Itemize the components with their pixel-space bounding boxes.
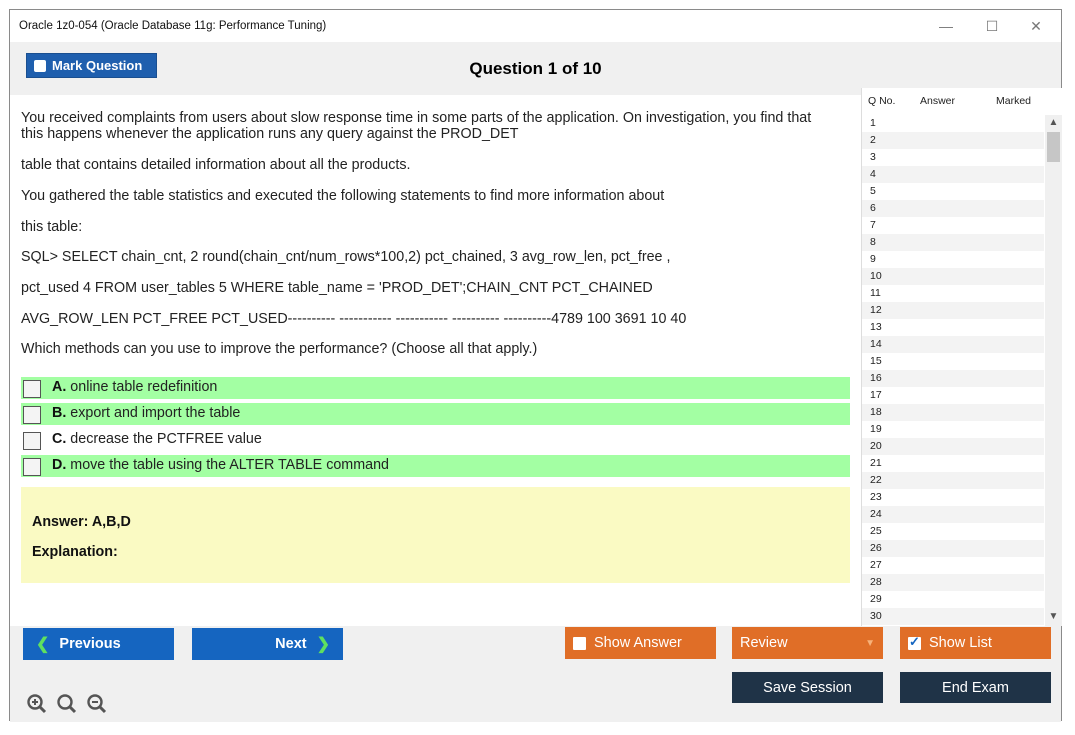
next-button[interactable] [192,628,343,660]
save-session-label: Save Session [763,679,852,696]
question-paragraph: You gathered the table statistics and executed the following statements to find more information about [21,188,665,204]
question-list-row[interactable] [862,217,1044,234]
option-checkbox[interactable] [23,432,41,450]
question-paragraph: this happens whenever the application runs any query against the PROD_DET [21,126,519,142]
question-number: 5 [870,185,876,197]
option-text: decrease the PCTFREE value [70,431,262,447]
question-number: 23 [870,491,882,503]
close-icon[interactable]: ✕ [1030,18,1042,34]
question-list-row[interactable] [862,302,1044,319]
answer-box [21,487,850,583]
zoom-in-icon[interactable] [26,693,48,715]
minimize-icon[interactable]: — [939,18,953,34]
question-list-row[interactable] [862,370,1044,387]
question-number: 19 [870,423,882,435]
question-number: 17 [870,389,882,401]
question-paragraph: Which methods can you use to improve the performance? (Choose all that apply.) [21,341,538,357]
footer-toolbar [10,626,1061,722]
maximize-icon[interactable]: ☐ [985,18,999,34]
window-title: Oracle 1z0-054 (Oracle Database 11g: Performance Tuning) [19,20,327,32]
next-label: Next [275,636,307,652]
question-number: 13 [870,321,882,333]
question-number: 8 [870,236,876,248]
marked-column-header: Marked [996,95,1032,107]
previous-label: Previous [59,636,121,652]
question-list-row[interactable] [862,115,1044,132]
review-label: Review [740,635,788,651]
question-number: 21 [870,457,882,469]
question-list-rows [862,115,1044,626]
question-number: 10 [870,270,882,282]
question-number: 4 [870,168,876,180]
question-counter: Question 1 of 10 [469,59,602,78]
question-number: 9 [870,253,876,265]
question-list-row[interactable] [862,132,1044,149]
question-list-row[interactable] [862,251,1044,268]
question-list [861,88,1062,626]
question-number: 24 [870,508,882,520]
scroll-down-icon[interactable]: ▼ [1048,611,1059,622]
question-list-row[interactable] [862,506,1044,523]
question-list-row[interactable] [862,166,1044,183]
question-list-header [862,88,1062,114]
question-list-row[interactable] [862,336,1044,353]
question-number: 3 [870,151,876,163]
question-list-row[interactable] [862,183,1044,200]
option-checkbox[interactable] [23,380,41,398]
option-text: move the table using the ALTER TABLE command [70,457,389,473]
save-session-button[interactable] [732,672,883,703]
review-dropdown[interactable] [732,627,883,659]
show-answer-button[interactable] [565,627,716,659]
option-a[interactable] [21,377,850,399]
option-letter: B. [52,405,67,421]
end-exam-label: End Exam [942,679,1009,696]
question-list-row[interactable] [862,574,1044,591]
show-list-checkbox-icon [908,637,921,650]
question-list-row[interactable] [862,523,1044,540]
chevron-left-icon: ❮ [36,636,50,653]
question-list-row[interactable] [862,438,1044,455]
chevron-down-icon: ▼ [865,637,875,649]
option-letter: A. [52,379,67,395]
qno-column-header: Q No. [868,95,896,107]
question-number: 11 [870,287,881,299]
show-answer-checkbox-icon [573,637,586,650]
question-paragraph: table that contains detailed information about all the products. [21,157,411,173]
option-text: export and import the table [70,405,241,421]
question-number: 14 [870,338,882,350]
question-list-row[interactable] [862,404,1044,421]
question-list-row[interactable] [862,591,1044,608]
question-paragraph: AVG_ROW_LEN PCT_FREE PCT_USED---------- ----------- ----------- ---------- ----------4789 100 3691 10 40 [21,311,687,327]
question-list-row[interactable] [862,387,1044,404]
option-c[interactable] [21,429,850,451]
question-paragraph: this table: [21,219,83,235]
question-number: 18 [870,406,882,418]
previous-button[interactable] [23,628,174,660]
answer-column-header: Answer [920,95,956,107]
question-paragraph: SQL> SELECT chain_cnt, 2 round(chain_cnt/num_rows*100,2) pct_chained, 3 avg_row_len, pct_free , [21,249,671,265]
show-list-button[interactable] [900,627,1051,659]
question-number: 15 [870,355,882,367]
option-b[interactable] [21,403,850,425]
show-list-label: Show List [929,635,992,651]
explanation-label: Explanation: [32,544,118,560]
question-number: 29 [870,593,882,605]
option-letter: D. [52,457,67,473]
question-list-row[interactable] [862,319,1044,336]
question-number: 6 [870,202,876,214]
question-list-row[interactable] [862,149,1044,166]
option-letter: C. [52,431,67,447]
question-list-row[interactable] [862,540,1044,557]
question-panel [10,95,860,625]
question-list-row[interactable] [862,353,1044,370]
question-number: 12 [870,304,882,316]
scroll-up-icon[interactable]: ▲ [1048,117,1059,128]
question-list-row[interactable] [862,455,1044,472]
scrollbar-thumb[interactable] [1047,132,1060,162]
zoom-out-icon[interactable] [86,693,108,715]
question-list-scrollbar[interactable] [1045,115,1062,626]
show-answer-label: Show Answer [594,635,682,651]
end-exam-button[interactable] [900,672,1051,703]
question-number: 22 [870,474,882,486]
app-window [9,9,1062,721]
question-number: 1 [870,117,876,129]
chevron-right-icon: ❯ [316,636,330,653]
question-number: 26 [870,542,882,554]
option-d[interactable] [21,455,850,477]
question-number: 28 [870,576,882,588]
question-list-row[interactable] [862,234,1044,251]
option-checkbox[interactable] [23,458,41,476]
title-bar [10,10,1061,42]
question-list-row[interactable] [862,557,1044,574]
question-list-row[interactable] [862,268,1044,285]
question-paragraph: pct_used 4 FROM user_tables 5 WHERE table_name = 'PROD_DET';CHAIN_CNT PCT_CHAINED [21,280,653,296]
question-list-row[interactable] [862,608,1044,625]
question-number: 27 [870,559,882,571]
question-number: 25 [870,525,882,537]
question-number: 30 [870,610,882,622]
question-list-row[interactable] [862,421,1044,438]
zoom-reset-icon[interactable] [56,693,78,715]
question-number: 7 [870,219,876,231]
question-number: 16 [870,372,882,384]
mark-question-label: Mark Question [52,58,143,73]
question-list-row[interactable] [862,285,1044,302]
option-checkbox[interactable] [23,406,41,424]
question-paragraph: You received complaints from users about slow response time in some parts of the application. On investigation, you find that [21,110,812,126]
question-list-row[interactable] [862,200,1044,217]
question-list-row[interactable] [862,472,1044,489]
question-list-row[interactable] [862,489,1044,506]
option-text: online table redefinition [70,379,218,395]
question-number: 20 [870,440,882,452]
question-number: 2 [870,134,876,146]
answer-text: Answer: A,B,D [32,514,131,530]
